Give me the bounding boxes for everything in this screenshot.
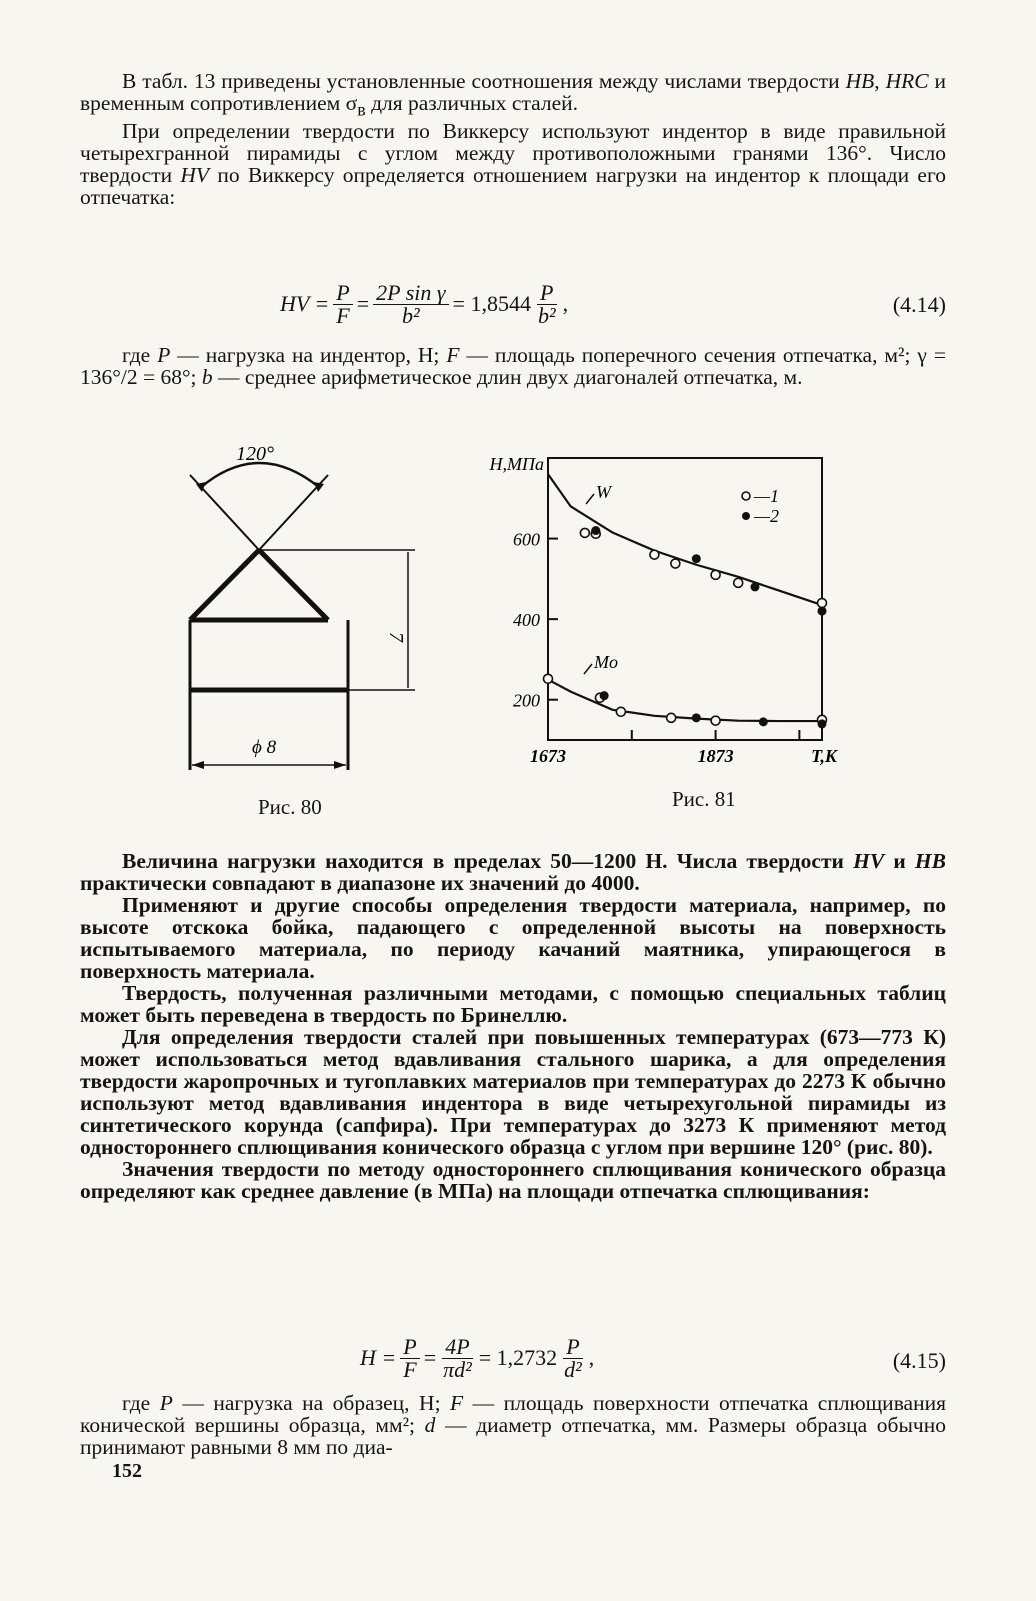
open-point <box>580 528 589 537</box>
height-label: 7 <box>385 632 407 642</box>
figure-81-chart <box>470 440 860 780</box>
equation-number: (4.15) <box>892 1348 946 1373</box>
intro-text <box>80 70 946 208</box>
eq1-legend <box>80 344 946 388</box>
legend-label: —1 <box>754 486 780 506</box>
figure-80 <box>170 440 407 780</box>
eq-lhs: HV = <box>280 291 330 316</box>
paragraph: где P — нагрузка на индентор, Н; F — площадь поперечного сечения отпечатка, м²; γ = 136°/2 = 68°; b — среднее арифметическое длин двух диагоналей отпечатка, м. <box>80 343 947 389</box>
x-axis-label: T,K <box>811 746 837 766</box>
fraction: $\frac{\text{2P sin γ}}{\text{b²}}$ <box>373 282 448 327</box>
figure-81-caption: Рис. 81 <box>672 787 736 811</box>
fraction: $\frac{4P}{\text{πd²}}$ <box>443 1333 472 1382</box>
legend-marker-open <box>742 492 750 500</box>
filled-point <box>750 582 759 591</box>
paragraph: При определении твердости по Виккерсу используют индентор в виде правильной четырехгранной пирамиды с углом между противоположными гранями 136°. Число твердости HV по Виккерсу определяется отношением нагрузки на индентор к площади его отпечатка: <box>80 119 946 210</box>
open-point <box>616 707 625 716</box>
body-text <box>80 850 946 1202</box>
filled-point <box>591 526 600 535</box>
paragraph: Величина нагрузки находится в пределах 50—1200 Н. Числа твердости HV и HB практически совпадают в диапазоне их значений до 4000. <box>80 849 946 895</box>
open-point <box>711 570 720 579</box>
equation-number: (4.14) <box>892 292 946 317</box>
paragraph: Для определения твердости сталей при повышенных температурах (673—773 К) может использоваться метод вдавливания стального шарика, а для определения твердости жаропрочных и тугоплавких материалов при температурах до 2273 К обычно используют метод вдавливания индентора в виде четырехугольной пирамиды из синтетического корунда (сапфира). При температурах до 3273 К применяют метод одностороннего сплющивания конического образца с углом при вершине 120° (рис. 80). <box>80 1025 946 1159</box>
equation-4-14: HV = $\frac{P}{F}$ = $\frac{\text{2P sin γ}}{\text{b²}}$ = 1,8544 $\frac{P}{\text{b²}}$ , (4.14) <box>280 279 946 328</box>
page-number: 152 <box>112 1460 142 1482</box>
filled-point <box>818 607 827 616</box>
series-label: Mo <box>594 652 618 672</box>
series-curve-W <box>548 474 822 605</box>
open-point <box>671 559 680 568</box>
fraction: $\frac{P}{\text{b²}}$ <box>537 279 556 328</box>
y-tick-label: 200 <box>513 690 540 711</box>
paragraph: В табл. 13 приведены установленные соотношения между числами твердости HB, HRC и временным сопротивлением $\sigma_в$ для различных сталей. <box>80 69 946 120</box>
fraction: $\frac{P}{F}$ <box>400 1336 419 1381</box>
fraction: $\frac{P}{F}$ <box>333 282 352 327</box>
filled-point <box>818 719 827 728</box>
y-tick-label: 600 <box>513 529 540 550</box>
x-tick-label: 1873 <box>697 746 734 766</box>
paragraph: где P — нагрузка на образец, Н; F — площадь поверхности отпечатка сплющивания конической вершины образца, мм²; d — диаметр отпечатка, мм. Размеры образца обычно принимают равными 8 мм по диа- <box>80 1391 947 1459</box>
open-point <box>667 713 676 722</box>
legend-marker-filled <box>742 512 750 520</box>
series-label: W <box>596 482 611 502</box>
eq-lhs: H = <box>360 1345 397 1370</box>
eq-coefficient: = 1,2732 <box>478 1345 558 1370</box>
series-label-leader <box>584 664 592 674</box>
equation-4-15: H = $\frac{P}{F}$ = $\frac{4P}{\text{πd²}}$ = 1,2732 $\frac{P}{\text{d²}}$ , (4.15) <box>360 1333 946 1382</box>
eq-coefficient: = 1,8544 <box>452 291 531 316</box>
open-point <box>818 599 827 608</box>
y-tick-label: 400 <box>513 610 540 631</box>
x-tick-label: 1673 <box>530 746 566 766</box>
eq-sign: = <box>423 1345 437 1370</box>
filled-point <box>600 691 609 700</box>
open-point <box>711 716 720 725</box>
legend-label: —2 <box>754 506 780 526</box>
y-axis-label: H,МПа <box>489 454 544 474</box>
filled-point <box>692 713 701 722</box>
series-label-leader <box>586 494 594 504</box>
series-curve-Mo <box>548 680 822 721</box>
diameter-label: ϕ 8 <box>252 737 277 758</box>
figure-80-caption: Рис. 80 <box>258 795 322 819</box>
open-point <box>650 550 659 559</box>
paragraph: Применяют и другие способы определения твердости материала, например, по высоте отскока бойка, падающего с определенной высоты на поверхность испытываемого материала, по периоду качаний маятника, упирающегося в поверхность материала. <box>80 893 946 983</box>
filled-point <box>759 717 768 726</box>
fraction: $\frac{P}{\text{d²}}$ <box>564 1333 582 1382</box>
angle-label: 120° <box>236 443 274 465</box>
paragraph: Значения твердости по методу одностороннего сплющивания конического образца определяют как среднее давление (в МПа) на площади отпечатка сплющивания: <box>80 1157 946 1203</box>
filled-point <box>692 554 701 563</box>
eq-sign: = <box>356 291 370 316</box>
paragraph: Твердость, полученная различными методами, с помощью специальных таблиц может быть переведена в твердость по Бринеллю. <box>80 981 946 1027</box>
open-point <box>544 674 553 683</box>
eq2-legend <box>80 1392 946 1458</box>
open-point <box>734 578 743 587</box>
